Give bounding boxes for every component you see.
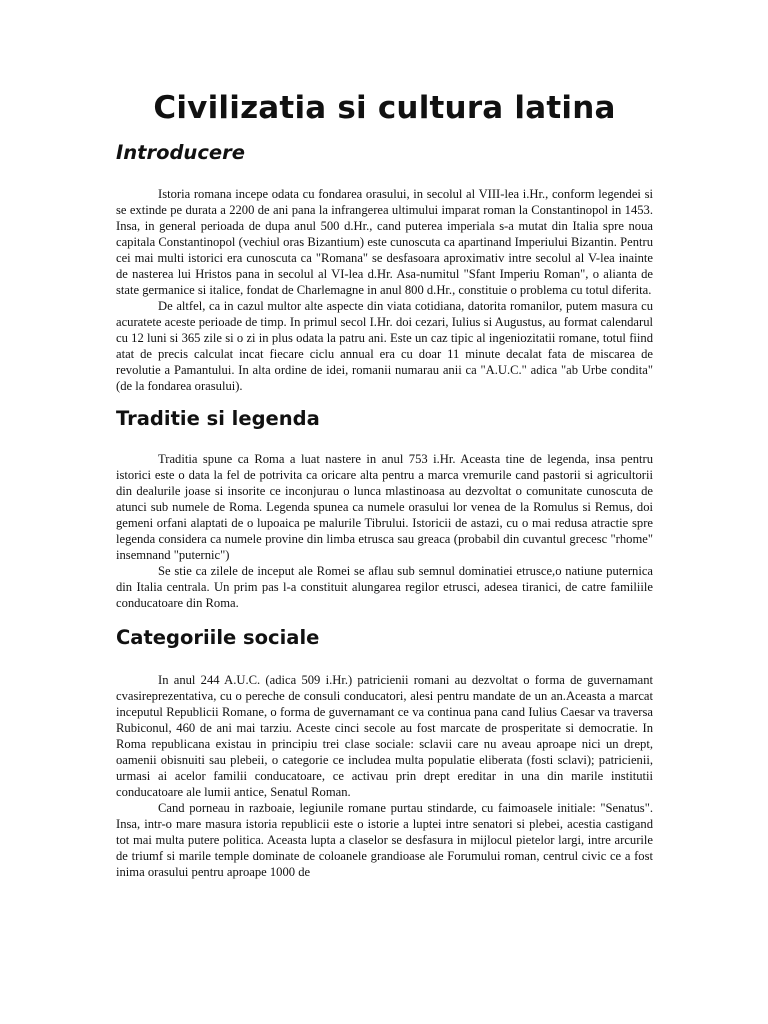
paragraph: Se stie ca zilele de inceput ale Romei se aflau sub semnul dominatiei etrusce,o natiune puternica din Italia centrala. Un prim pas l-a constituit alungarea regilor etrusci, adesea tiranici, de catre familiile conducatoare din Roma.: [116, 564, 653, 610]
document-title: Civilizatia si cultura latina: [153, 90, 616, 126]
section-heading-categoriile-sociale: Categoriile sociale: [116, 626, 320, 649]
paragraph: Cand porneau in razboaie, legiunile romane purtau stindarde, cu faimoasele initiale: "Senatus". Insa, intr-o mare masura istoria republicii este o istorie a luptei intre senatori si plebei, acestia castigand tot mai multa putere politica. Aceasta lupta a claselor se desfasura in mijlocul pietelor largi, intre arcurile de triumf si marile temple dominate de coloanele grandioase ale Forumului roman, centrul civic ce a fost inima orasului pentru aproape 1000 de: [116, 801, 653, 879]
document-page: [116, 84, 653, 880]
paragraph: Traditia spune ca Roma a luat nastere in anul 753 i.Hr. Aceasta tine de legenda, insa pentru istorici este o data la fel de potrivita ca oricare alta pentru a marca vremurile cand pastorii si agricultorii din dealurile joase si insorite ce inconjurau o lunca mlastinoasa au dezvoltat o comunitate cunoscuta de atunci sub numele de Roma. Legenda spunea ca numele orasului lor venea de la Romulus si Remus, doi gemeni orfani alaptati de o lupoaica pe malurile Tibrului. Istoricii de astazi, cu o mai redusa atractie spre legenda considera ca numele provine din limba etrusca sau greaca (probabil din cuvantul grecesc "rhome" insemnand "puternic"): [116, 452, 653, 562]
section-heading-traditie-si-legenda: Traditie si legenda: [116, 407, 320, 430]
paragraph: De altfel, ca in cazul multor alte aspecte din viata cotidiana, datorita romanilor, putem masura cu acuratete aceste perioade de timp. In primul secol I.Hr. doi cezari, Iulius si Augustus, au format calendarul cu 12 luni si 365 zile si o zi in plus odata la patru ani. Este un caz tipic al ingeniozitatii romane, totul fiind atat de precis calculat incat fiecare ciclu annual era cu doar 11 minute decalat fata de miscarea de revolutie a Pamantului. In alta ordine de idei, romanii numarau anii ca "A.U.C." adica "ab Urbe condita" (de la fondarea orasului).: [116, 299, 653, 393]
paragraph: In anul 244 A.U.C. (adica 509 i.Hr.) patricienii romani au dezvoltat o forma de guvernamant cvasireprezentativa, cu o pereche de consuli conducatori, alesi pentru mandate de un an.Aceasta a marcat inceputul Republicii Romane, o forma de guvernamant ce va continua pana cand Iulius Caesar va traversa Rubiconul, 460 de ani mai tarziu. Aceste cinci secole au fost marcate de prosperitate si democratie. In Roma republicana existau in principiu trei clase sociale: sclavii care nu aveau aproape nici un drept, oamenii obisnuiti sau plebeii, o categorie ce includea multa populatie eliberata (fosti sclavi); patricienii, urmasi ai acelor familii conducatoare, ce activau prin drept ereditar in una din marile institutii conducatoare ale lumii antice, Senatul Roman.: [116, 673, 653, 799]
section-heading-introducere: Introducere: [116, 141, 245, 164]
paragraph: Istoria romana incepe odata cu fondarea orasului, in secolul al VIII-lea i.Hr., conform legendei si se extinde pe durata a 2200 de ani pana la infrangerea ultimului imparat roman la Constantinopol in 1453. Insa, in general perioada de dupa anul 500 d.Hr., cand puterea imperiala s-a mutat din Italia spre noua capitala Constantinopol (vechiul oras Bizantium) este cunoscuta ca apartinand Imperiului Bizantin. Pentru cei mai multi istorici era cunoscuta ca "Romana" se desfasoara aproximativ intre secolul al V-lea inainte de nasterea lui Hristos pana in secolul al VI-lea d.Hr. Asa-numitul "Sfant Imperiu Roman", o alianta de state germanice si italice, fondat de Charlemagne in anul 800 d.Hr., constituie o problema cu totul diferita.: [116, 187, 653, 297]
